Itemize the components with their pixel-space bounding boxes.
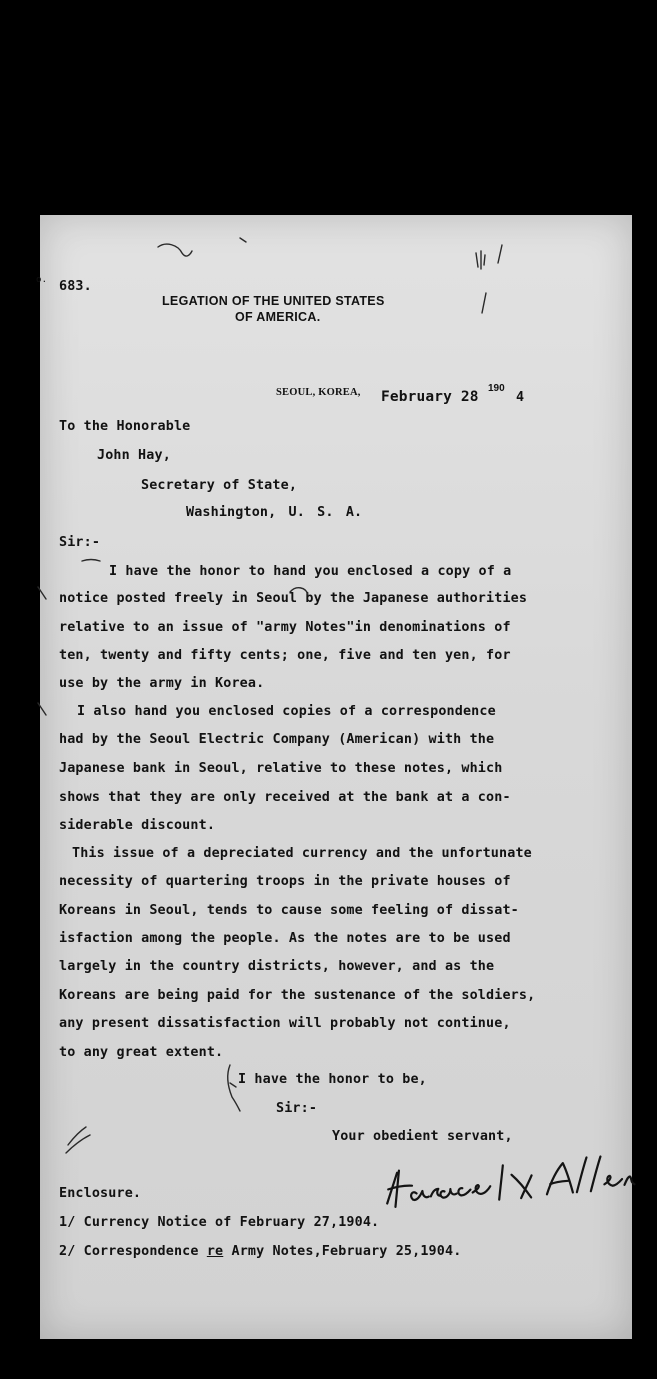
body-line: isfaction among the people. As the notes are to be used bbox=[59, 931, 511, 946]
body-line: had by the Seoul Electric Company (American) with the bbox=[59, 732, 495, 747]
address-line-4: Washington, U. S. A. bbox=[186, 505, 363, 520]
dateline-date: February 28 bbox=[381, 389, 479, 405]
address-line-3: Secretary of State, bbox=[141, 478, 298, 493]
enclosure-heading: Enclosure. bbox=[59, 1186, 142, 1201]
body-line: relative to an issue of "army Notes"in denominations of bbox=[59, 620, 511, 635]
body-line: I also hand you enclosed copies of a correspondence bbox=[77, 704, 496, 719]
letterhead-line-1: LEGATION OF THE UNITED STATES bbox=[162, 294, 385, 308]
body-line: use by the army in Korea. bbox=[59, 676, 265, 691]
enclosure-item-text: Army Notes,February 25,1904. bbox=[223, 1244, 462, 1259]
body-line: to any great extent. bbox=[59, 1045, 224, 1060]
letter-page bbox=[36, 215, 632, 1339]
body-line: largely in the country districts, however, and as the bbox=[59, 959, 495, 974]
enclosure-item-underlined: re bbox=[206, 1244, 224, 1259]
body-line: shows that they are only received at the bank at a con- bbox=[59, 790, 511, 805]
dateline-year-prefix: 190 bbox=[488, 383, 505, 394]
body-line: This issue of a depreciated currency and the unfortunate bbox=[72, 846, 532, 861]
address-line-2: John Hay, bbox=[97, 448, 171, 463]
body-line: necessity of quartering troops in the private houses of bbox=[59, 874, 511, 889]
body-line: I have the honor to hand you enclosed a copy of a bbox=[109, 564, 512, 579]
document-number-prefix: o. bbox=[36, 275, 48, 285]
letterhead-line-2: OF AMERICA. bbox=[235, 310, 321, 324]
document-number: 683. bbox=[59, 279, 92, 294]
margin-marks bbox=[40, 215, 632, 1339]
closing-line-3: Your obedient servant, bbox=[332, 1129, 513, 1144]
enclosure-item-text: 1/ Currency Notice of February 27,1904. bbox=[59, 1215, 380, 1230]
body-line: ten, twenty and fifty cents; one, five and ten yen, for bbox=[59, 648, 511, 663]
dateline-place: SEOUL, KOREA, bbox=[276, 387, 361, 398]
closing-line-1: I have the honor to be, bbox=[238, 1072, 427, 1087]
enclosure-item-text: 2/ Correspondence bbox=[59, 1244, 207, 1259]
salutation: Sir:- bbox=[59, 535, 101, 550]
address-line-1: To the Honorable bbox=[59, 419, 191, 434]
body-line: any present dissatisfaction will probably not continue, bbox=[59, 1016, 511, 1031]
body-line: Koreans in Seoul, tends to cause some feeling of dissat- bbox=[59, 903, 519, 918]
body-line: notice posted freely in Seoul by the Japanese authorities bbox=[59, 591, 528, 606]
dateline-year-suffix: 4 bbox=[516, 390, 525, 405]
closing-line-2: Sir:- bbox=[276, 1101, 318, 1116]
body-line: Japanese bank in Seoul, relative to these notes, which bbox=[59, 761, 503, 776]
body-line: siderable discount. bbox=[59, 818, 216, 833]
body-line: Koreans are being paid for the sustenance of the soldiers, bbox=[59, 988, 536, 1003]
